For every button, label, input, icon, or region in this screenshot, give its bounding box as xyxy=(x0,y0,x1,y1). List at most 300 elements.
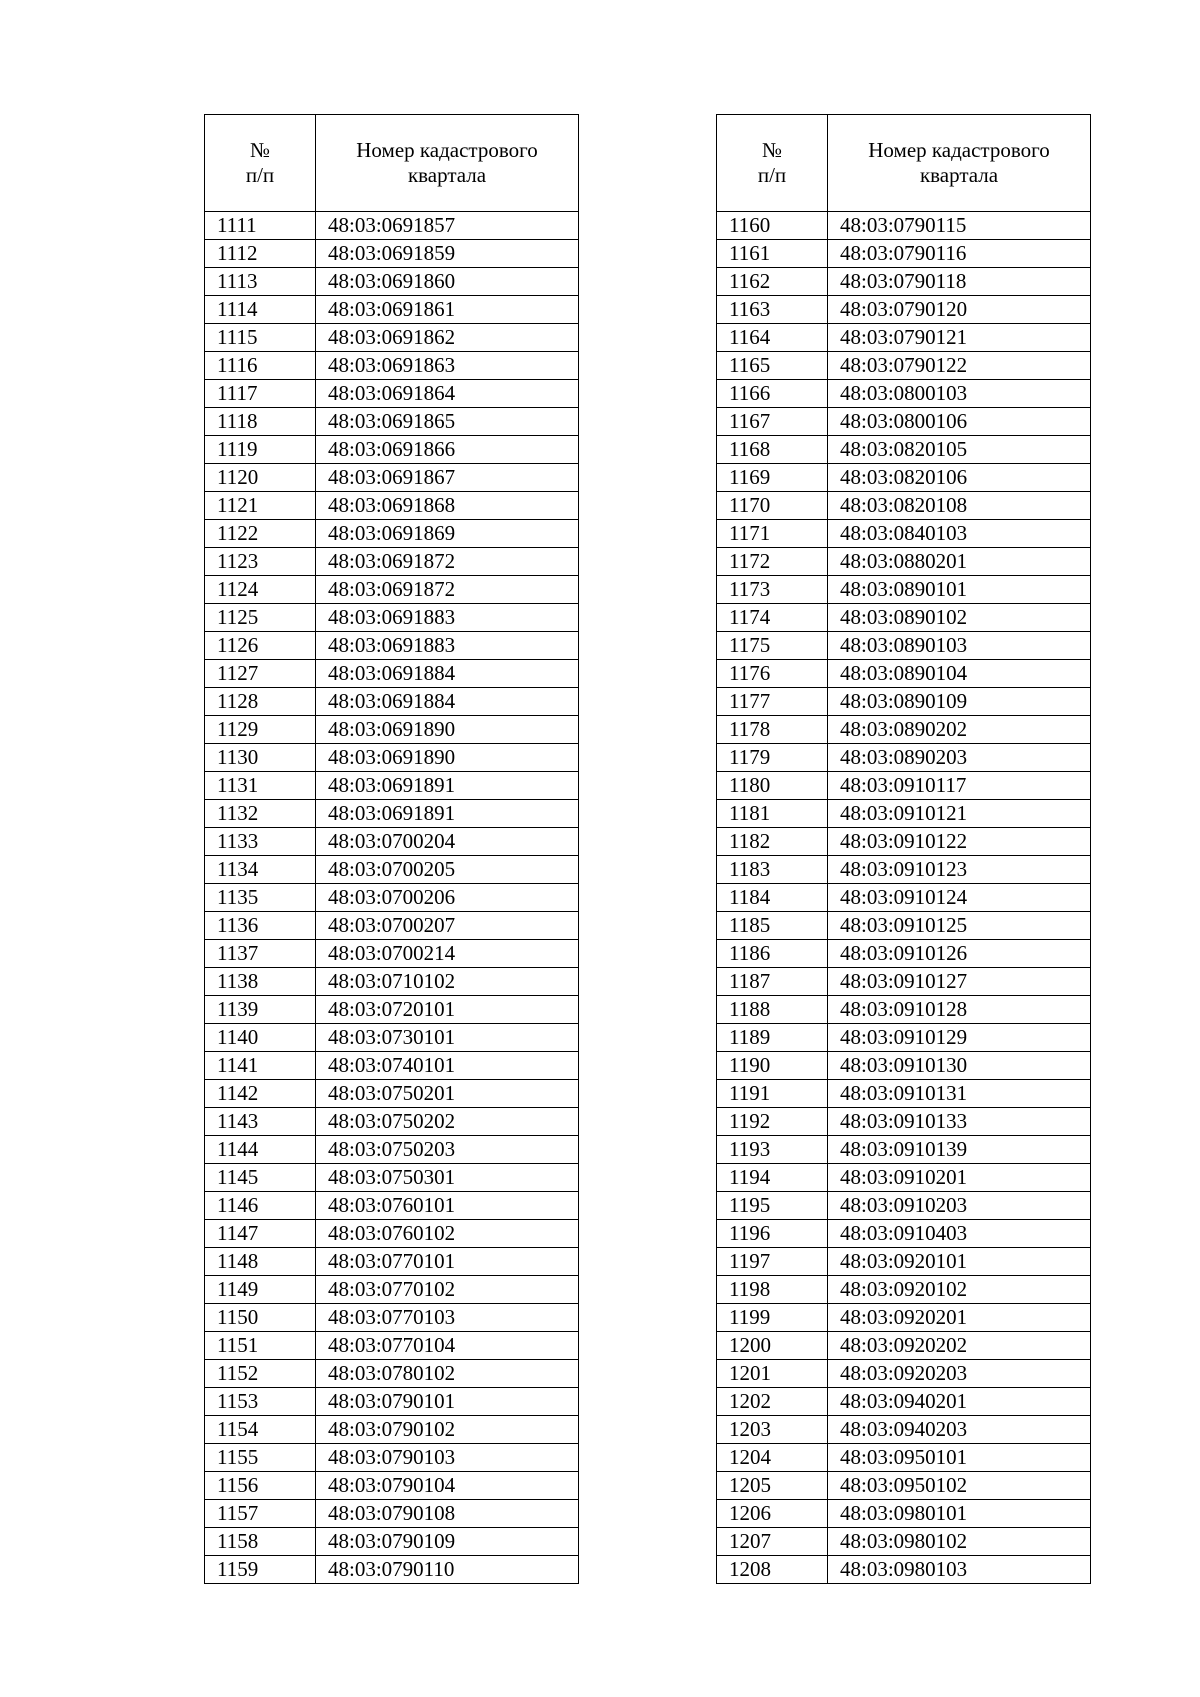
table-row xyxy=(205,632,579,660)
cadastral-number-cell: 48:03:0910126 xyxy=(828,940,1091,968)
cadastral-number-cell: 48:03:0910201 xyxy=(828,1164,1091,1192)
row-number-cell: 1112 xyxy=(205,240,316,268)
table-row xyxy=(717,1164,1091,1192)
header-cadastral-number xyxy=(828,115,1091,212)
row-number-cell: 1117 xyxy=(205,380,316,408)
table-row xyxy=(717,884,1091,912)
table-row xyxy=(717,436,1091,464)
table-row xyxy=(717,632,1091,660)
row-number-cell: 1188 xyxy=(717,996,828,1024)
table-row xyxy=(717,1080,1091,1108)
cadastral-number-cell: 48:03:0890103 xyxy=(828,632,1091,660)
table-row xyxy=(717,604,1091,632)
row-number-cell: 1174 xyxy=(717,604,828,632)
cadastral-number-cell: 48:03:0691867 xyxy=(316,464,579,492)
table-row xyxy=(717,800,1091,828)
cadastral-number-cell: 48:03:0700205 xyxy=(316,856,579,884)
cadastral-number-cell: 48:03:0910117 xyxy=(828,772,1091,800)
row-number-cell: 1121 xyxy=(205,492,316,520)
row-number-cell: 1123 xyxy=(205,548,316,576)
cadastral-number-cell: 48:03:0880201 xyxy=(828,548,1091,576)
table-row xyxy=(205,1416,579,1444)
table-row xyxy=(205,912,579,940)
table-row xyxy=(717,268,1091,296)
table-row xyxy=(205,1108,579,1136)
row-number-cell: 1175 xyxy=(717,632,828,660)
table-row xyxy=(717,1192,1091,1220)
row-number-cell: 1138 xyxy=(205,968,316,996)
header-cadastral-number xyxy=(316,115,579,212)
cadastral-number-cell: 48:03:0720101 xyxy=(316,996,579,1024)
cadastral-number-cell: 48:03:0691890 xyxy=(316,744,579,772)
table-row xyxy=(205,464,579,492)
table-row xyxy=(205,772,579,800)
table-row xyxy=(717,1220,1091,1248)
cadastral-number-cell: 48:03:0890102 xyxy=(828,604,1091,632)
row-number-cell: 1139 xyxy=(205,996,316,1024)
row-number-cell: 1145 xyxy=(205,1164,316,1192)
row-number-cell: 1187 xyxy=(717,968,828,996)
cadastral-number-cell: 48:03:0790110 xyxy=(316,1556,579,1584)
cadastral-number-cell: 48:03:0691861 xyxy=(316,296,579,324)
cadastral-number-cell: 48:03:0910123 xyxy=(828,856,1091,884)
table-row xyxy=(205,1444,579,1472)
cadastral-number-cell: 48:03:0750201 xyxy=(316,1080,579,1108)
row-number-cell: 1150 xyxy=(205,1304,316,1332)
row-number-cell: 1198 xyxy=(717,1276,828,1304)
row-number-cell: 1149 xyxy=(205,1276,316,1304)
cadastral-number-cell: 48:03:0940203 xyxy=(828,1416,1091,1444)
table-row xyxy=(717,408,1091,436)
row-number-cell: 1119 xyxy=(205,436,316,464)
row-number-cell: 1172 xyxy=(717,548,828,576)
cadastral-number-cell: 48:03:0691883 xyxy=(316,632,579,660)
table-row xyxy=(205,800,579,828)
row-number-cell: 1113 xyxy=(205,268,316,296)
cadastral-number-cell: 48:03:0770104 xyxy=(316,1332,579,1360)
cadastral-number-cell: 48:03:0750203 xyxy=(316,1136,579,1164)
row-number-cell: 1158 xyxy=(205,1528,316,1556)
table-row xyxy=(205,1304,579,1332)
cadastral-number-cell: 48:03:0920102 xyxy=(828,1276,1091,1304)
row-number-cell: 1204 xyxy=(717,1444,828,1472)
row-number-cell: 1125 xyxy=(205,604,316,632)
table-row xyxy=(205,212,579,240)
cadastral-number-cell: 48:03:0910127 xyxy=(828,968,1091,996)
row-number-cell: 1199 xyxy=(717,1304,828,1332)
table-row xyxy=(205,408,579,436)
cadastral-number-cell: 48:03:0910129 xyxy=(828,1024,1091,1052)
cadastral-number-cell: 48:03:0790116 xyxy=(828,240,1091,268)
row-number-cell: 1142 xyxy=(205,1080,316,1108)
table-row xyxy=(205,660,579,688)
row-number-cell: 1130 xyxy=(205,744,316,772)
cadastral-number-cell: 48:03:0790120 xyxy=(828,296,1091,324)
cadastral-number-cell: 48:03:0940201 xyxy=(828,1388,1091,1416)
row-number-cell: 1185 xyxy=(717,912,828,940)
cadastral-number-cell: 48:03:0691883 xyxy=(316,604,579,632)
row-number-cell: 1193 xyxy=(717,1136,828,1164)
header-row-number xyxy=(717,115,828,212)
row-number-cell: 1118 xyxy=(205,408,316,436)
cadastral-number-cell: 48:03:0790122 xyxy=(828,352,1091,380)
row-number-cell: 1162 xyxy=(717,268,828,296)
cadastral-number-cell: 48:03:0920203 xyxy=(828,1360,1091,1388)
table-row xyxy=(717,492,1091,520)
row-number-cell: 1205 xyxy=(717,1472,828,1500)
table-row xyxy=(717,1276,1091,1304)
row-number-cell: 1134 xyxy=(205,856,316,884)
row-number-cell: 1131 xyxy=(205,772,316,800)
cadastral-number-cell: 48:03:0820106 xyxy=(828,464,1091,492)
row-number-cell: 1111 xyxy=(205,212,316,240)
cadastral-number-cell: 48:03:0700206 xyxy=(316,884,579,912)
table-body-right xyxy=(717,212,1091,1584)
cadastral-number-cell: 48:03:0910128 xyxy=(828,996,1091,1024)
table-row xyxy=(205,576,579,604)
table-row xyxy=(205,1080,579,1108)
table-row xyxy=(205,1388,579,1416)
cadastral-number-cell: 48:03:0890101 xyxy=(828,576,1091,604)
row-number-cell: 1200 xyxy=(717,1332,828,1360)
header-cadastral-line1: Номер кадастрового xyxy=(868,138,1050,162)
row-number-cell: 1126 xyxy=(205,632,316,660)
cadastral-number-cell: 48:03:0840103 xyxy=(828,520,1091,548)
table-row xyxy=(717,548,1091,576)
row-number-cell: 1184 xyxy=(717,884,828,912)
row-number-cell: 1183 xyxy=(717,856,828,884)
header-num-abbrev: п/п xyxy=(757,163,787,187)
cadastral-number-cell: 48:03:0910403 xyxy=(828,1220,1091,1248)
header-num-symbol: № xyxy=(249,138,271,162)
row-number-cell: 1171 xyxy=(717,520,828,548)
row-number-cell: 1133 xyxy=(205,828,316,856)
row-number-cell: 1186 xyxy=(717,940,828,968)
row-number-cell: 1201 xyxy=(717,1360,828,1388)
cadastral-number-cell: 48:03:0910121 xyxy=(828,800,1091,828)
cadastral-number-cell: 48:03:0691872 xyxy=(316,576,579,604)
table-row xyxy=(205,744,579,772)
cadastral-number-cell: 48:03:0691865 xyxy=(316,408,579,436)
cadastral-number-cell: 48:03:0691869 xyxy=(316,520,579,548)
row-number-cell: 1181 xyxy=(717,800,828,828)
row-number-cell: 1167 xyxy=(717,408,828,436)
table-row xyxy=(205,1024,579,1052)
cadastral-number-cell: 48:03:0910203 xyxy=(828,1192,1091,1220)
row-number-cell: 1129 xyxy=(205,716,316,744)
row-number-cell: 1169 xyxy=(717,464,828,492)
table-row xyxy=(717,1528,1091,1556)
row-number-cell: 1164 xyxy=(717,324,828,352)
cadastral-number-cell: 48:03:0691891 xyxy=(316,772,579,800)
cadastral-number-cell: 48:03:0790118 xyxy=(828,268,1091,296)
row-number-cell: 1128 xyxy=(205,688,316,716)
cadastral-number-cell: 48:03:0710102 xyxy=(316,968,579,996)
row-number-cell: 1155 xyxy=(205,1444,316,1472)
table-row xyxy=(205,1136,579,1164)
table-row xyxy=(205,1500,579,1528)
table-row xyxy=(205,1192,579,1220)
row-number-cell: 1140 xyxy=(205,1024,316,1052)
row-number-cell: 1148 xyxy=(205,1248,316,1276)
table-row xyxy=(205,996,579,1024)
cadastral-number-cell: 48:03:0770101 xyxy=(316,1248,579,1276)
table-row xyxy=(205,884,579,912)
header-num-abbrev: п/п xyxy=(245,163,275,187)
row-number-cell: 1141 xyxy=(205,1052,316,1080)
cadastral-number-cell: 48:03:0890109 xyxy=(828,688,1091,716)
row-number-cell: 1203 xyxy=(717,1416,828,1444)
row-number-cell: 1191 xyxy=(717,1080,828,1108)
row-number-cell: 1122 xyxy=(205,520,316,548)
table-row xyxy=(717,828,1091,856)
cadastral-number-cell: 48:03:0691863 xyxy=(316,352,579,380)
row-number-cell: 1208 xyxy=(717,1556,828,1584)
table-row xyxy=(717,1136,1091,1164)
table-row xyxy=(717,1500,1091,1528)
cadastral-number-cell: 48:03:0890104 xyxy=(828,660,1091,688)
cadastral-number-cell: 48:03:0950101 xyxy=(828,1444,1091,1472)
row-number-cell: 1178 xyxy=(717,716,828,744)
table-row xyxy=(717,660,1091,688)
cadastral-number-cell: 48:03:0691890 xyxy=(316,716,579,744)
row-number-cell: 1146 xyxy=(205,1192,316,1220)
table-row xyxy=(717,296,1091,324)
cadastral-number-cell: 48:03:0691891 xyxy=(316,800,579,828)
row-number-cell: 1194 xyxy=(717,1164,828,1192)
cadastral-table-left xyxy=(204,114,579,1584)
table-row xyxy=(717,324,1091,352)
row-number-cell: 1196 xyxy=(717,1220,828,1248)
table-row xyxy=(205,380,579,408)
row-number-cell: 1156 xyxy=(205,1472,316,1500)
table-row xyxy=(717,1360,1091,1388)
header-cadastral-line2: квартала xyxy=(919,163,999,187)
row-number-cell: 1144 xyxy=(205,1136,316,1164)
row-number-cell: 1195 xyxy=(717,1192,828,1220)
table-row xyxy=(205,828,579,856)
row-number-cell: 1192 xyxy=(717,1108,828,1136)
table-row xyxy=(717,1444,1091,1472)
table-row xyxy=(205,940,579,968)
table-row xyxy=(205,548,579,576)
cadastral-number-cell: 48:03:0691857 xyxy=(316,212,579,240)
table-row xyxy=(205,1248,579,1276)
table-row xyxy=(717,772,1091,800)
table-row xyxy=(205,1472,579,1500)
cadastral-number-cell: 48:03:0750301 xyxy=(316,1164,579,1192)
row-number-cell: 1180 xyxy=(717,772,828,800)
cadastral-number-cell: 48:03:0980102 xyxy=(828,1528,1091,1556)
table-row xyxy=(205,688,579,716)
table-row xyxy=(717,996,1091,1024)
cadastral-number-cell: 48:03:0910122 xyxy=(828,828,1091,856)
row-number-cell: 1189 xyxy=(717,1024,828,1052)
table-row xyxy=(205,716,579,744)
table-row xyxy=(205,1556,579,1584)
cadastral-number-cell: 48:03:0920202 xyxy=(828,1332,1091,1360)
table-row xyxy=(717,1388,1091,1416)
row-number-cell: 1177 xyxy=(717,688,828,716)
cadastral-number-cell: 48:03:0910130 xyxy=(828,1052,1091,1080)
cadastral-number-cell: 48:03:0790102 xyxy=(316,1416,579,1444)
row-number-cell: 1160 xyxy=(717,212,828,240)
cadastral-number-cell: 48:03:0700204 xyxy=(316,828,579,856)
table-row xyxy=(205,240,579,268)
table-row xyxy=(717,856,1091,884)
table-row xyxy=(205,1276,579,1304)
cadastral-number-cell: 48:03:0770102 xyxy=(316,1276,579,1304)
table-row xyxy=(205,1360,579,1388)
table-row xyxy=(205,436,579,464)
table-row xyxy=(717,212,1091,240)
row-number-cell: 1202 xyxy=(717,1388,828,1416)
cadastral-number-cell: 48:03:0950102 xyxy=(828,1472,1091,1500)
row-number-cell: 1114 xyxy=(205,296,316,324)
row-number-cell: 1170 xyxy=(717,492,828,520)
header-row-number xyxy=(205,115,316,212)
cadastral-number-cell: 48:03:0980103 xyxy=(828,1556,1091,1584)
table-row xyxy=(717,240,1091,268)
table-row xyxy=(205,1164,579,1192)
row-number-cell: 1143 xyxy=(205,1108,316,1136)
cadastral-number-cell: 48:03:0691868 xyxy=(316,492,579,520)
cadastral-number-cell: 48:03:0760102 xyxy=(316,1220,579,1248)
cadastral-number-cell: 48:03:0700214 xyxy=(316,940,579,968)
cadastral-number-cell: 48:03:0820108 xyxy=(828,492,1091,520)
cadastral-number-cell: 48:03:0790115 xyxy=(828,212,1091,240)
cadastral-number-cell: 48:03:0790121 xyxy=(828,324,1091,352)
cadastral-number-cell: 48:03:0691884 xyxy=(316,688,579,716)
cadastral-number-cell: 48:03:0730101 xyxy=(316,1024,579,1052)
row-number-cell: 1154 xyxy=(205,1416,316,1444)
table-row xyxy=(205,324,579,352)
table-row xyxy=(717,1472,1091,1500)
table-row xyxy=(717,520,1091,548)
cadastral-number-cell: 48:03:0691872 xyxy=(316,548,579,576)
table-row xyxy=(205,1052,579,1080)
cadastral-number-cell: 48:03:0770103 xyxy=(316,1304,579,1332)
cadastral-number-cell: 48:03:0800106 xyxy=(828,408,1091,436)
header-cadastral-line1: Номер кадастрового xyxy=(356,138,538,162)
row-number-cell: 1179 xyxy=(717,744,828,772)
table-row xyxy=(205,1220,579,1248)
row-number-cell: 1137 xyxy=(205,940,316,968)
cadastral-number-cell: 48:03:0910139 xyxy=(828,1136,1091,1164)
cadastral-number-cell: 48:03:0700207 xyxy=(316,912,579,940)
header-cadastral-line2: квартала xyxy=(407,163,487,187)
row-number-cell: 1127 xyxy=(205,660,316,688)
table-row xyxy=(717,912,1091,940)
row-number-cell: 1168 xyxy=(717,436,828,464)
cadastral-number-cell: 48:03:0740101 xyxy=(316,1052,579,1080)
table-row xyxy=(205,268,579,296)
row-number-cell: 1147 xyxy=(205,1220,316,1248)
table-row xyxy=(717,464,1091,492)
table-row xyxy=(205,856,579,884)
table-row xyxy=(717,576,1091,604)
row-number-cell: 1152 xyxy=(205,1360,316,1388)
table-row xyxy=(205,520,579,548)
row-number-cell: 1166 xyxy=(717,380,828,408)
row-number-cell: 1159 xyxy=(205,1556,316,1584)
row-number-cell: 1153 xyxy=(205,1388,316,1416)
table-row xyxy=(717,744,1091,772)
table-body-left xyxy=(205,212,579,1584)
cadastral-number-cell: 48:03:0890203 xyxy=(828,744,1091,772)
row-number-cell: 1120 xyxy=(205,464,316,492)
cadastral-number-cell: 48:03:0691866 xyxy=(316,436,579,464)
cadastral-number-cell: 48:03:0790103 xyxy=(316,1444,579,1472)
table-row xyxy=(205,1332,579,1360)
cadastral-number-cell: 48:03:0910124 xyxy=(828,884,1091,912)
table-row xyxy=(717,380,1091,408)
table-row xyxy=(717,1416,1091,1444)
cadastral-number-cell: 48:03:0691862 xyxy=(316,324,579,352)
row-number-cell: 1157 xyxy=(205,1500,316,1528)
cadastral-number-cell: 48:03:0790104 xyxy=(316,1472,579,1500)
cadastral-number-cell: 48:03:0980101 xyxy=(828,1500,1091,1528)
row-number-cell: 1115 xyxy=(205,324,316,352)
table-row xyxy=(717,688,1091,716)
table-row xyxy=(717,716,1091,744)
cadastral-number-cell: 48:03:0750202 xyxy=(316,1108,579,1136)
table-row xyxy=(717,940,1091,968)
row-number-cell: 1161 xyxy=(717,240,828,268)
cadastral-number-cell: 48:03:0920101 xyxy=(828,1248,1091,1276)
cadastral-number-cell: 48:03:0820105 xyxy=(828,436,1091,464)
table-row xyxy=(205,604,579,632)
table-header-row xyxy=(205,115,579,212)
cadastral-number-cell: 48:03:0790108 xyxy=(316,1500,579,1528)
table-row xyxy=(717,352,1091,380)
row-number-cell: 1207 xyxy=(717,1528,828,1556)
row-number-cell: 1182 xyxy=(717,828,828,856)
cadastral-number-cell: 48:03:0920201 xyxy=(828,1304,1091,1332)
cadastral-number-cell: 48:03:0910125 xyxy=(828,912,1091,940)
table-row xyxy=(717,1304,1091,1332)
cadastral-number-cell: 48:03:0691860 xyxy=(316,268,579,296)
row-number-cell: 1135 xyxy=(205,884,316,912)
table-header-row xyxy=(717,115,1091,212)
table-row xyxy=(717,1024,1091,1052)
table-row xyxy=(717,1108,1091,1136)
table-row xyxy=(205,492,579,520)
cadastral-number-cell: 48:03:0910131 xyxy=(828,1080,1091,1108)
table-row xyxy=(205,968,579,996)
cadastral-number-cell: 48:03:0780102 xyxy=(316,1360,579,1388)
table-row xyxy=(205,296,579,324)
cadastral-number-cell: 48:03:0790101 xyxy=(316,1388,579,1416)
table-row xyxy=(717,968,1091,996)
cadastral-number-cell: 48:03:0910133 xyxy=(828,1108,1091,1136)
row-number-cell: 1165 xyxy=(717,352,828,380)
table-row xyxy=(717,1332,1091,1360)
cadastral-number-cell: 48:03:0760101 xyxy=(316,1192,579,1220)
cadastral-number-cell: 48:03:0800103 xyxy=(828,380,1091,408)
table-row xyxy=(205,352,579,380)
table-row xyxy=(717,1248,1091,1276)
cadastral-number-cell: 48:03:0691859 xyxy=(316,240,579,268)
row-number-cell: 1206 xyxy=(717,1500,828,1528)
table-row xyxy=(717,1052,1091,1080)
row-number-cell: 1197 xyxy=(717,1248,828,1276)
cadastral-number-cell: 48:03:0790109 xyxy=(316,1528,579,1556)
row-number-cell: 1116 xyxy=(205,352,316,380)
cadastral-number-cell: 48:03:0691884 xyxy=(316,660,579,688)
row-number-cell: 1136 xyxy=(205,912,316,940)
table-row xyxy=(205,1528,579,1556)
